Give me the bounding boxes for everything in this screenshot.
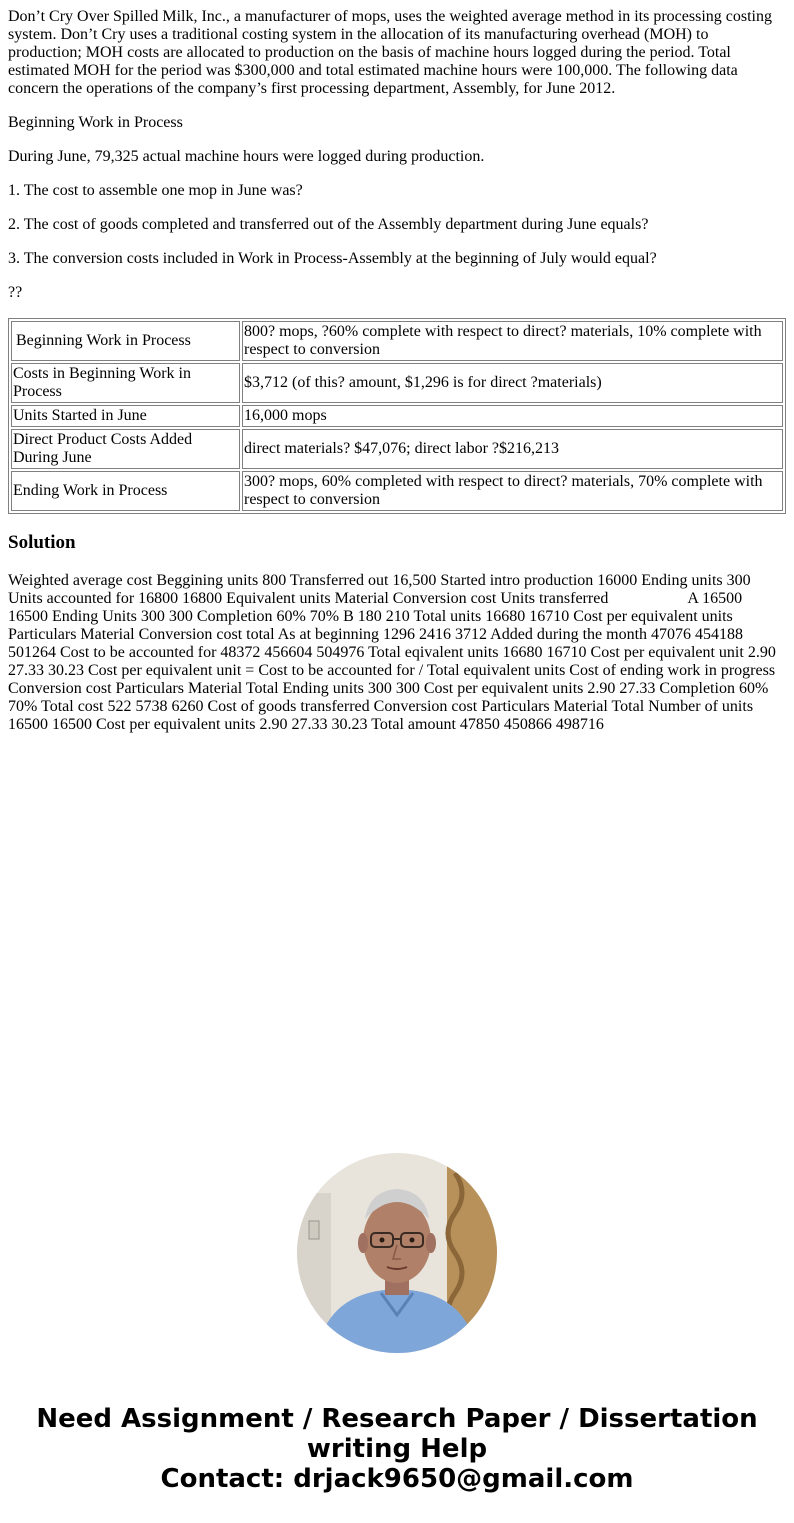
document-body — [8, 8, 786, 734]
table-cell-value: direct materials? $47,076; direct labor ?$216,213 — [242, 429, 783, 469]
author-portrait-icon — [297, 1153, 497, 1353]
author-avatar — [297, 1153, 497, 1353]
table-row — [11, 471, 783, 511]
table-cell-label: Units Started in June — [11, 405, 240, 427]
table-row — [11, 429, 783, 469]
table-row — [11, 321, 783, 361]
table-cell-label: Ending Work in Process — [11, 471, 240, 511]
table-cell-label: Direct Product Costs Added During June — [11, 429, 240, 469]
problem-intro: Don’t Cry Over Spilled Milk, Inc., a manufacturer of mops, uses the weighted average method in its processing costing system. Don’t Cry uses a traditional costing system in the allocation of its manufacturing overhead (MOH) to production; MOH costs are allocated to production on the basis of machine hours logged during the period. Total estimated MOH for the period was $300,000 and total estimated machine hours were 100,000. The following data concern the operations of the company’s first processing department, Assembly, for June 2012. — [8, 8, 772, 97]
table-cell-value: 16,000 mops — [242, 405, 783, 427]
machine-hours-text: During June, 79,325 actual machine hours were logged during production. — [8, 148, 485, 165]
footer-help-text: Need Assignment / Research Paper / Dissertation writing Help — [36, 1404, 758, 1464]
question-1: 1. The cost to assemble one mop in June was? — [8, 182, 303, 199]
question-2: 2. The cost of goods completed and transferred out of the Assembly department during June equals? — [8, 216, 649, 233]
placeholder-text: ?? — [8, 284, 23, 301]
table-cell-value: $3,712 (of this? amount, $1,296 is for direct ?materials) — [242, 363, 783, 403]
data-table — [8, 318, 786, 514]
table-row — [11, 363, 783, 403]
footer-banner — [0, 1404, 794, 1494]
solution-text: Weighted average cost Beggining units 800 Transferred out 16,500 Started intro production 16000 Ending units 300 Units accounted for 16800 16800 Equivalent units Material Conversion cost Units transferred A 16500 16500 Ending Units 300 300 Completion 60% 70% B 180 210 Total units 16680 16710 Cost per equivalent units Particulars Material Conversion cost total As at beginning 1296 2416 3712 Added during the month 47076 454188 501264 Cost to be accounted for 48372 456604 504976 Total eqivalent units 16680 16710 Cost per equivalent unit 2.90 27.33 30.23 Cost per equivalent unit = Cost to be accounted for / Total equivalent units Cost of ending work in progress Conversion cost Particulars Material Total Ending units 300 300 Cost per equivalent units 2.90 27.33 Completion 60% 70% Total cost 522 5738 6260 Cost of goods transferred Conversion cost Particulars Material Total Number of units 16500 16500 Cost per equivalent units 2.90 27.33 30.23 Total amount 47850 450866 498716 — [8, 572, 780, 733]
question-3: 3. The conversion costs included in Work in Process-Assembly at the beginning of July would equal? — [8, 250, 657, 267]
solution-heading: Solution — [8, 532, 76, 553]
table-cell-label: Beginning Work in Process — [11, 321, 240, 361]
table-row — [11, 405, 783, 427]
table-cell-value: 300? mops, 60% completed with respect to direct? materials, 70% complete with respect to conversion — [242, 471, 783, 511]
beginning-wip-heading: Beginning Work in Process — [8, 114, 183, 131]
table-cell-label: Costs in Beginning Work in Process — [11, 363, 240, 403]
table-cell-value: 800? mops, ?60% complete with respect to direct? materials, 10% complete with respect to conversion — [242, 321, 783, 361]
footer-contact-text: Contact: drjack9650@gmail.com — [160, 1464, 634, 1494]
